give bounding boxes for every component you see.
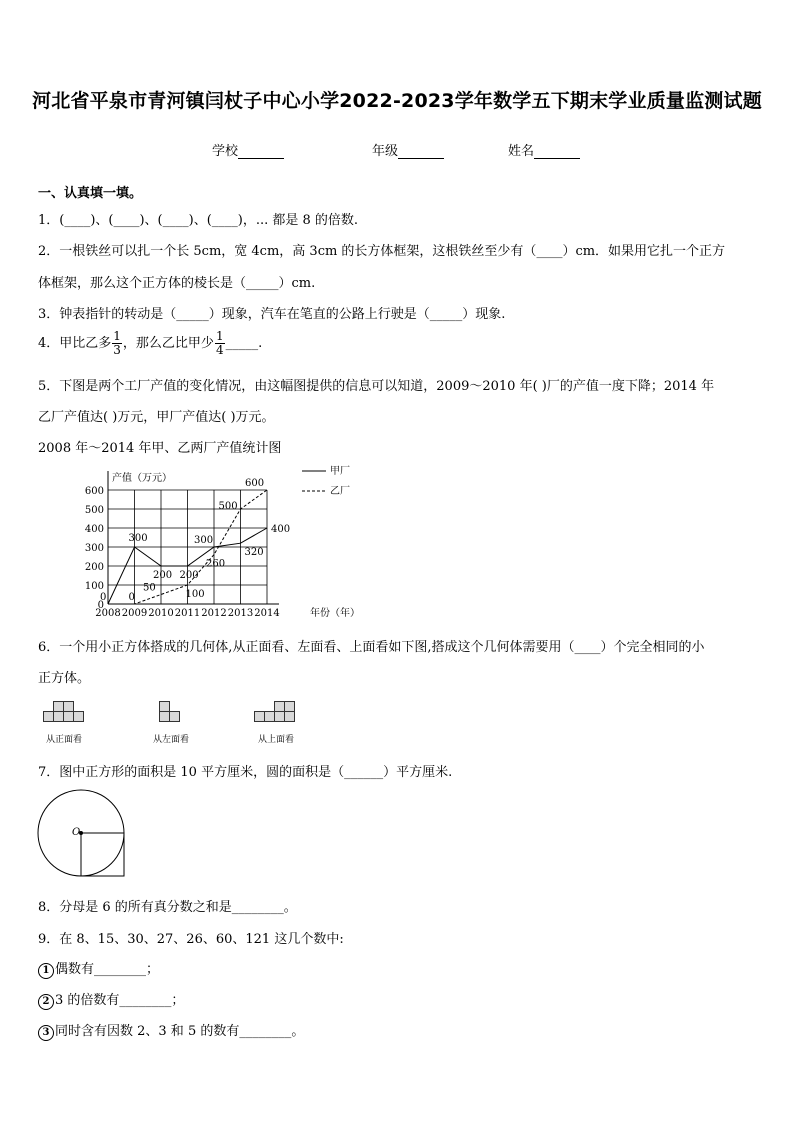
section-heading: 一、认真填一填。 (38, 186, 143, 201)
line-chart (78, 463, 378, 623)
legend-label-yi: 乙厂 (330, 486, 350, 497)
fraction-denominator: 4 (215, 343, 224, 357)
x-tick-label: 2013 (227, 608, 254, 619)
x-tick-label: 2012 (201, 608, 227, 619)
fraction-one-third (112, 330, 122, 357)
school-blank (238, 144, 284, 159)
circled-number: 3 (38, 1025, 54, 1041)
chart-legend (302, 465, 350, 497)
fraction-numerator: 1 (113, 329, 121, 343)
question-3: 3．钟表指针的转动是（_____）现象，汽车在笔直的公路上行驶是（_____）现象. (38, 307, 506, 322)
data-label: 200 (153, 570, 173, 581)
question-6-line-2: 正方体。 (38, 671, 91, 686)
question-9: 9．在 8、15、30、27、26、60、121 这几个数中: (38, 932, 344, 947)
top-view-figure (254, 698, 298, 726)
y-tick-label: 100 (84, 581, 104, 592)
data-label: 200 (179, 570, 199, 581)
question-5-line-2: 乙厂产值达( )万元，甲厂产值达( )万元。 (38, 410, 275, 425)
data-label: 300 (128, 533, 148, 544)
data-label: 260 (206, 558, 226, 570)
name-label: 姓名 (508, 144, 535, 159)
data-label: 500 (218, 501, 238, 512)
left-view-label: 从左面看 (153, 735, 190, 745)
y-tick-label: 400 (84, 524, 104, 535)
x-tick-label: 2010 (148, 608, 174, 619)
question-9-item-2 (38, 989, 184, 1010)
data-label: 600 (245, 478, 265, 489)
square (81, 833, 124, 876)
school-label: 学校 (212, 144, 239, 159)
name-field (508, 140, 580, 159)
data-label: 0 (128, 592, 135, 603)
x-tick-label: 2011 (174, 608, 201, 619)
name-blank (534, 144, 580, 159)
data-label: 50 (143, 582, 156, 594)
fraction-numerator: 1 (215, 329, 224, 343)
y-tick-label: 500 (84, 505, 104, 516)
front-view-figure (43, 698, 87, 726)
front-view-label: 从正面看 (46, 735, 83, 745)
question-2-line-1: 2．一根铁丝可以扎一个长 5cm，宽 4cm，高 3cm 的长方体框架，这根铁丝至少有（____）cm．如果用它扎一个正方 (38, 244, 726, 259)
question-9-item-3 (38, 1020, 304, 1041)
circle-square-figure (36, 788, 132, 884)
chart-data-labels (100, 478, 290, 603)
grade-label: 年级 (372, 144, 399, 159)
question-8: 8．分母是 6 的所有真分数之和是________。 (38, 900, 297, 915)
item-text: 3 的倍数有________； (55, 993, 185, 1008)
question-1: 1．(____)、(____)、(____)、(____)，... 都是 8 的倍数. (38, 213, 359, 228)
data-label: 400 (271, 524, 291, 535)
x-tick-label: 2014 (254, 608, 280, 619)
question-5-line-1: 5．下图是两个工厂产值的变化情况，由这幅图提供的信息可以知道，2009～2010 年( )厂的产值一度下降；2014 年 (38, 379, 715, 394)
top-view-label: 从上面看 (258, 735, 295, 745)
left-view-figure (158, 698, 182, 726)
q4-text-c: _____. (225, 336, 263, 351)
question-7: 7．图中正方形的面积是 10 平方厘米，圆的面积是（______）平方厘米. (38, 765, 453, 780)
item-text: 偶数有________； (55, 962, 160, 977)
chart-caption: 2008 年～2014 年甲、乙两厂产值统计图 (38, 441, 282, 456)
circled-number: 1 (38, 963, 54, 979)
circled-number: 2 (38, 994, 54, 1010)
legend-label-jia: 甲厂 (330, 466, 350, 477)
y-tick-label: 600 (84, 486, 104, 497)
question-4 (38, 330, 262, 357)
question-2-line-2: 体框架，那么这个正方体的棱长是（_____）cm. (38, 276, 316, 291)
y-tick-label: 0 (97, 600, 104, 611)
data-label: 100 (185, 589, 205, 600)
x-tick-label: 2008 (95, 608, 121, 619)
fraction-denominator: 3 (113, 343, 121, 357)
data-label: 300 (194, 535, 214, 546)
x-tick-label: 2009 (121, 608, 148, 619)
x-axis-label: 年份（年） (310, 608, 360, 619)
question-6-line-1: 6．一个用小正方体搭成的几何体,从正面看、左面看、上面看如下图,搭成这个几何体需要用（____）个完全相同的小 (38, 640, 705, 655)
y-tick-label: 300 (84, 543, 104, 554)
item-text: 同时含有因数 2、3 和 5 的数有________。 (55, 1024, 305, 1039)
data-label: 320 (244, 547, 264, 559)
center-label: O (72, 827, 81, 838)
q4-text-b: ，那么乙比甲少 (122, 336, 214, 351)
q4-text-a: 4．甲比乙多 (38, 336, 112, 351)
y-tick-label: 200 (84, 562, 104, 573)
page-title: 河北省平泉市青河镇闫杖子中心小学2022-2023学年数学五下期末学业质量监测试题 (32, 90, 762, 112)
grade-field (372, 140, 444, 159)
data-label: 0 (100, 592, 107, 603)
y-axis-label: 产值（万元） (112, 473, 172, 484)
fraction-one-quarter (215, 330, 225, 357)
question-9-item-1 (38, 958, 159, 979)
school-field (212, 140, 284, 159)
grade-blank (398, 144, 444, 159)
